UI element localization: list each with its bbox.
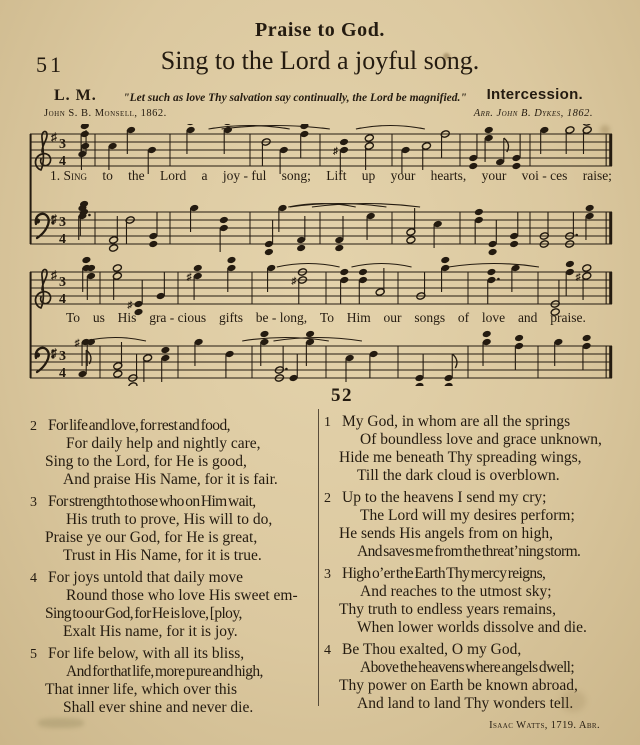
verse-line: Hide me beneath Thy spreading wings, [339, 449, 582, 466]
lyric-syllable: song; [281, 168, 311, 183]
verse-line: My God, in whom are all the springs [342, 413, 571, 430]
verse-number: 5 [30, 647, 37, 662]
verse-line: Thy power on Earth be known abroad, [339, 677, 578, 694]
verse-line: That inner life, which over this [45, 681, 237, 698]
lyric-syllable: joy - ful [222, 168, 267, 183]
lyric-syllable: Lord [159, 168, 187, 183]
meter-label: L. M. [54, 87, 97, 104]
verse [30, 569, 318, 641]
lyric-syllable: 1. Sing [50, 168, 88, 183]
verse-line: Be Thou exalted, O my God, [342, 641, 522, 658]
verse-lines [45, 645, 318, 717]
note [187, 264, 203, 300]
verse-number: 2 [30, 419, 37, 434]
time-signature-top: 3 [59, 349, 66, 364]
verse-line: Trust in His Name, for it is true. [63, 547, 262, 564]
verse-line: For joys untold that daily move [48, 569, 244, 586]
key-signature-sharp: ♯ [51, 130, 57, 144]
note [482, 330, 492, 366]
svg-text:♯: ♯ [575, 272, 581, 283]
note [296, 216, 306, 252]
lyric-syllable: your [390, 168, 416, 183]
note [225, 350, 235, 378]
hymn-52-verse-list [324, 413, 614, 713]
verse-number: 4 [324, 643, 331, 658]
music-staves [0, 124, 640, 386]
lyric-line-2 [66, 310, 586, 326]
note [156, 272, 166, 300]
verse-line: For strength to those who on Him wait, [48, 493, 256, 510]
time-signature-bottom: 4 [59, 232, 66, 247]
svg-text:♯: ♯ [333, 146, 339, 157]
note [364, 134, 374, 170]
verse [30, 417, 318, 489]
note [112, 264, 122, 300]
music-notation-block [0, 124, 640, 386]
lyric-syllable: Lift [326, 168, 347, 183]
arranger-credit: Arr. John B. Dykes, 1862. [473, 108, 593, 119]
note [358, 268, 368, 304]
scripture-quote: "Let such as love Thy salvation say continually, the Lord be magnified." [123, 92, 467, 104]
verse-line: Sing to the Lord, for He is good, [45, 453, 247, 470]
time-signature-bottom: 4 [59, 292, 66, 307]
note [514, 334, 524, 370]
key-signature-sharp: ♯ [51, 268, 57, 282]
verse-line: For life below, with all its bliss, [48, 645, 245, 662]
lyric-syllable: your [481, 168, 507, 183]
verse-number: 3 [30, 495, 37, 510]
slur [277, 264, 340, 268]
music-staff [30, 200, 612, 256]
verse-lines [45, 417, 318, 489]
time-signature-bottom: 4 [59, 366, 66, 381]
column-divider-rule [318, 409, 319, 706]
verse-line: Till the dark cloud is overblown. [357, 467, 560, 484]
note [160, 346, 170, 382]
note [305, 330, 315, 366]
attribution: Isaac Watts, 1719. Abr. [489, 720, 600, 731]
note [113, 342, 123, 378]
author-credit: John S. B. Monsell, 1862. [44, 108, 167, 119]
treble-clef-icon [35, 131, 50, 170]
verse-lines [339, 413, 614, 485]
running-head: Praise to God. [254, 19, 386, 41]
slur [356, 126, 425, 130]
note [565, 212, 578, 248]
verse-line: High o’er the Earth Thy mercy reigns, [342, 565, 546, 582]
note [291, 268, 307, 304]
lyric-syllable: gifts [218, 310, 243, 325]
note [148, 212, 158, 248]
verse-line: And for that life, more pure and high, [66, 663, 263, 680]
lyric-syllable: and [517, 310, 538, 325]
verse-line: When lower worlds dissolve and die. [357, 619, 587, 636]
verse [324, 489, 614, 561]
hymn-number-52: 52 [331, 385, 353, 406]
verse-line: And reaches to the utmost sky; [360, 583, 552, 600]
music-staff [30, 330, 612, 386]
note [576, 264, 592, 300]
time-signature-top: 3 [59, 215, 66, 230]
verse-lines [339, 641, 614, 713]
note [468, 134, 478, 170]
svg-text:♯: ♯ [291, 276, 297, 287]
note [582, 334, 592, 370]
lyric-syllable: love [481, 310, 506, 325]
verse-number: 2 [324, 491, 331, 506]
note [260, 330, 270, 366]
note [488, 220, 498, 256]
note [511, 134, 521, 170]
verse [30, 493, 318, 565]
note [539, 212, 549, 248]
lyric-syllable: hearts, [430, 168, 467, 183]
svg-text:♯: ♯ [74, 338, 80, 349]
verse-line: Round those who love His sweet em- [66, 587, 298, 604]
lyric-syllable: the [128, 168, 145, 183]
verse-number: 3 [324, 567, 331, 582]
verse-line: The Lord will my desires perform; [360, 507, 575, 524]
lyric-syllable: gra - cious [149, 310, 207, 325]
verse-line: For daily help and nightly care, [66, 435, 261, 452]
time-signature-bottom: 4 [59, 154, 66, 169]
hymn-title: Sing to the Lord a joyful song. [160, 46, 480, 75]
svg-text:♯: ♯ [127, 300, 133, 311]
treble-clef-icon [35, 269, 50, 308]
note [509, 212, 519, 248]
lyric-syllable: raise; [582, 168, 612, 183]
verse-line: Thy truth to endless years remains, [339, 601, 556, 618]
note [565, 260, 575, 296]
verse-line: And praise His Name, for it is fair. [63, 471, 278, 488]
verse-line: His truth to prove, His will to do, [66, 511, 273, 528]
lyric-syllable: voi - ces [521, 168, 568, 183]
note [289, 354, 299, 382]
verse-lines [45, 569, 318, 641]
lyric-syllable: His [117, 310, 137, 325]
lyric-syllable: up [361, 168, 376, 183]
lyric-syllable: a [201, 168, 208, 183]
lyric-syllable: Him [346, 310, 371, 325]
verse-number: 1 [324, 415, 331, 430]
note [219, 216, 229, 252]
note [227, 256, 237, 292]
hymn-52-verses [324, 413, 614, 735]
verse-line: Shall ever shine and never die. [63, 699, 254, 716]
slur [351, 264, 411, 268]
lyric-line-1 [50, 168, 612, 184]
verse [30, 645, 318, 717]
hymn-51-verses [30, 417, 318, 721]
verse [324, 565, 614, 637]
verse-line: Praise ye our God, for He is great, [45, 529, 258, 546]
note [369, 350, 379, 378]
lyric-syllable: To [319, 310, 334, 325]
hymn-number-51: 51 [36, 52, 64, 77]
verse-lines [339, 565, 614, 637]
lyric-syllable: praise. [550, 310, 586, 325]
lyric-syllable: to [102, 168, 113, 183]
note [109, 216, 119, 252]
note [440, 256, 450, 292]
note [334, 216, 344, 252]
lyric-syllable: our [383, 310, 402, 325]
verse-number: 4 [30, 571, 37, 586]
verse [324, 641, 614, 713]
note [406, 208, 416, 244]
time-signature-top: 3 [59, 275, 66, 290]
verse-line: For life and love, for rest and food, [48, 417, 230, 434]
music-staff [30, 256, 612, 316]
lyric-syllable: songs [414, 310, 446, 325]
verse-line: Up to the heavens I send my cry; [342, 489, 547, 506]
note [474, 208, 484, 244]
verse-line: Of boundless love and grace unknown, [360, 431, 602, 448]
note [484, 126, 494, 162]
note [86, 264, 96, 300]
key-signature-sharp: ♯ [51, 346, 57, 360]
bass-clef-icon [36, 214, 49, 238]
music-staff [30, 124, 612, 174]
verse-line: Above the heavens where angels dwell; [360, 659, 575, 676]
note [299, 124, 309, 158]
lyric-syllable: us [92, 310, 105, 325]
bass-clef-icon [36, 348, 49, 372]
lyric-syllable: be - long, [255, 310, 308, 325]
lyric-syllable: of [457, 310, 470, 325]
verse-line: He sends His angels from on high, [339, 525, 553, 542]
lyric-syllable: To [66, 310, 81, 325]
note [275, 346, 288, 382]
note [264, 220, 274, 256]
verse-lines [45, 493, 318, 565]
note [585, 204, 595, 240]
verse-line: Sing to our God, for He is love, [ploy, [45, 605, 242, 622]
verse-lines [339, 489, 614, 561]
key-signature-sharp: ♯ [51, 212, 57, 226]
note [339, 268, 349, 304]
slur [449, 264, 539, 268]
svg-text:♯: ♯ [186, 272, 192, 283]
time-signature-top: 3 [59, 137, 66, 152]
note [487, 268, 500, 304]
verse-line: And saves me from the threat’ning storm. [357, 543, 581, 560]
tune-name: Intercession. [486, 86, 583, 103]
verse-line: And land to land Thy wonders tell. [357, 695, 574, 712]
verse [324, 413, 614, 485]
verse-line: Exalt His name, for it is joy. [63, 623, 238, 640]
